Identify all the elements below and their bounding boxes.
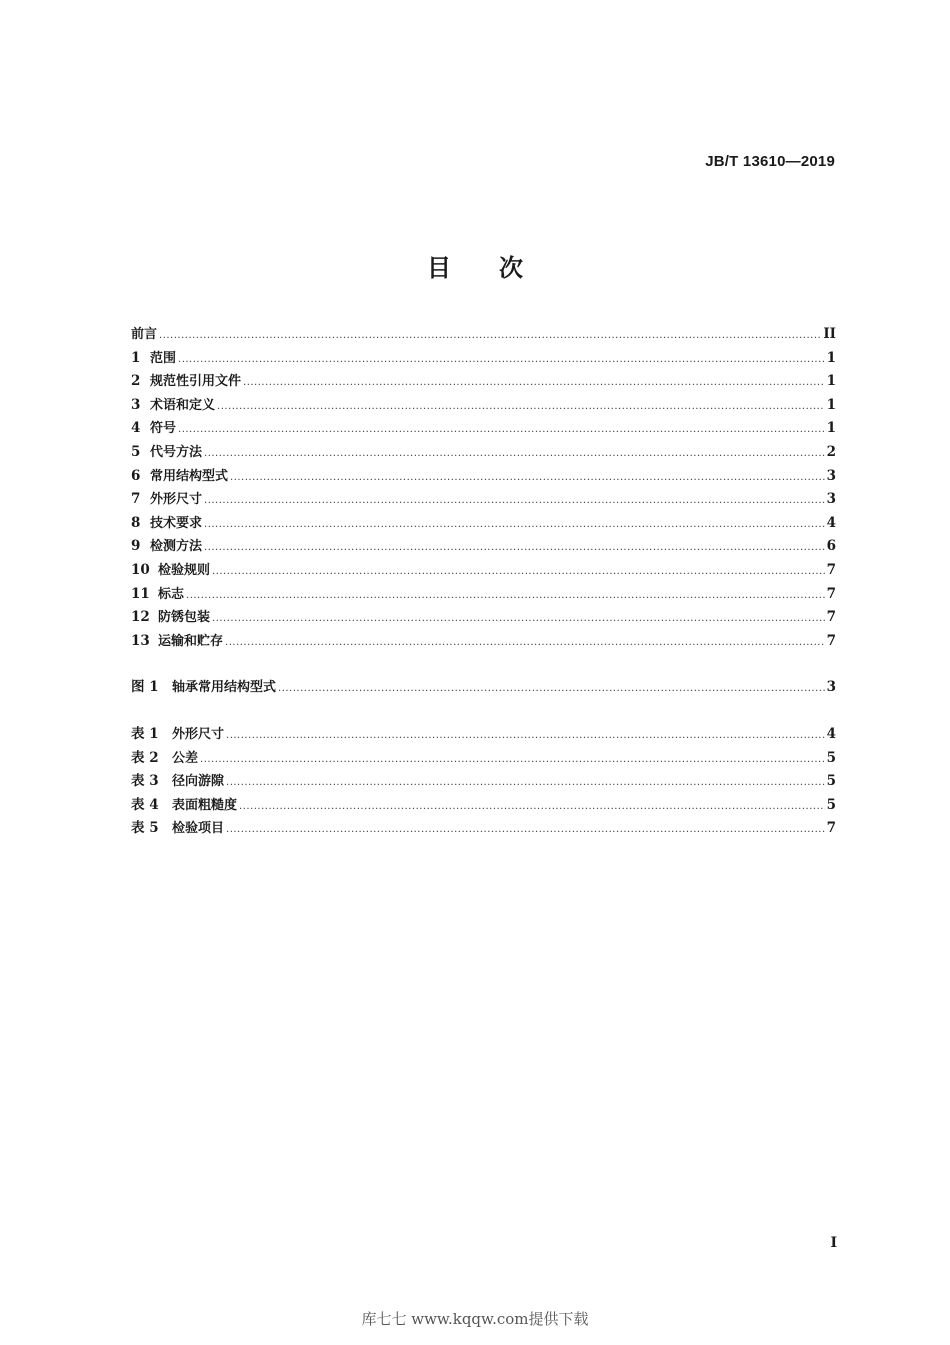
toc-entry[interactable] xyxy=(131,512,836,536)
toc-entry[interactable] xyxy=(131,370,836,394)
toc-entry-label: 检验规则 xyxy=(158,562,211,578)
toc-entry-number: 11 xyxy=(131,585,150,602)
toc-entry-number: 表 2 xyxy=(131,749,159,766)
toc-entry-label: 前言 xyxy=(131,327,158,342)
toc-entry-number: 7 xyxy=(131,491,141,508)
toc-entry-number: 2 xyxy=(131,373,141,390)
toc-entry-page: 1 xyxy=(826,396,836,413)
toc-entry-page: 3 xyxy=(826,491,836,508)
toc-entry-label: 检验项目 xyxy=(172,821,225,837)
toc-leader-dots xyxy=(225,631,825,655)
toc-entry-label: 公差 xyxy=(172,750,199,766)
toc-entry[interactable] xyxy=(131,488,836,512)
toc-leader-dots xyxy=(230,466,825,490)
toc-entry-page: 7 xyxy=(826,820,836,837)
toc-entry-page: 3 xyxy=(826,467,836,484)
toc-entry-number: 13 xyxy=(131,632,150,649)
toc-entry-page: 6 xyxy=(826,538,836,555)
toc-leader-dots xyxy=(204,489,825,513)
toc-entry-number: 6 xyxy=(131,467,141,484)
toc-entry-label: 常用结构型式 xyxy=(150,468,229,484)
toc-title-char-2: 次 xyxy=(499,254,523,282)
toc-entry[interactable] xyxy=(131,583,836,607)
toc-entry-number: 12 xyxy=(131,609,150,626)
toc-entry[interactable] xyxy=(131,630,836,654)
toc-entry-number: 9 xyxy=(131,538,141,555)
toc-tables-list xyxy=(131,723,836,841)
toc-sections-list xyxy=(131,323,836,653)
toc-leader-dots xyxy=(212,607,825,631)
toc-entry-label: 规范性引用文件 xyxy=(150,374,242,390)
toc-leader-dots xyxy=(226,724,825,748)
toc-entry[interactable] xyxy=(131,817,836,841)
toc-entry[interactable] xyxy=(131,676,836,700)
toc-entry-number: 10 xyxy=(131,561,150,578)
toc-entry-number: 5 xyxy=(131,443,141,460)
toc-entry-page: 4 xyxy=(826,726,836,742)
download-footer: 库七七 www.kqqw.com提供下载 xyxy=(361,1310,589,1328)
toc-entry[interactable] xyxy=(131,559,836,583)
toc-entry[interactable] xyxy=(131,394,836,418)
toc-title-char-1: 目 xyxy=(427,254,451,282)
toc-entry[interactable] xyxy=(131,747,836,771)
toc-entry-page: II xyxy=(823,326,836,342)
toc-entry-number: 表 1 xyxy=(131,726,159,742)
toc-entry-label: 符号 xyxy=(150,421,177,437)
toc-entry-label: 表面粗糙度 xyxy=(172,797,238,813)
page-number: I xyxy=(830,1235,837,1251)
toc-entry-number: 表 3 xyxy=(131,773,159,790)
toc-entry-label: 代号方法 xyxy=(150,444,203,460)
toc-leader-dots xyxy=(204,536,825,560)
toc-leader-dots xyxy=(226,771,825,795)
toc-entry[interactable] xyxy=(131,465,836,489)
toc-entry-page: 5 xyxy=(826,796,836,813)
toc-entry-label: 技术要求 xyxy=(150,515,203,531)
toc-entry-number: 图 1 xyxy=(131,679,159,695)
toc-leader-dots xyxy=(159,324,821,348)
toc-leader-dots xyxy=(204,442,825,466)
toc-entry[interactable] xyxy=(131,323,836,347)
toc-entry-number: 表 5 xyxy=(131,820,159,837)
toc-entry-page: 7 xyxy=(826,632,836,649)
toc-entry[interactable] xyxy=(131,347,836,371)
toc-entry-label: 轴承常用结构型式 xyxy=(172,680,277,695)
toc-entry-number: 8 xyxy=(131,514,141,531)
toc-leader-dots xyxy=(239,795,825,819)
toc-entry-page: 1 xyxy=(826,349,836,366)
toc-leader-dots xyxy=(278,677,825,701)
toc-entry[interactable] xyxy=(131,770,836,794)
toc-entry[interactable] xyxy=(131,417,836,441)
toc-entry-page: 2 xyxy=(826,443,836,460)
toc-entry-label: 运输和贮存 xyxy=(158,633,224,649)
toc-entry[interactable] xyxy=(131,606,836,630)
toc-leader-dots xyxy=(212,560,825,584)
document-code: JB/T 13610—2019 xyxy=(705,153,835,170)
toc-entry-label: 防锈包装 xyxy=(158,610,211,626)
toc-entry-number: 表 4 xyxy=(131,796,159,813)
toc-leader-dots xyxy=(243,371,825,395)
toc-leader-dots xyxy=(178,348,825,372)
toc-entry-label: 径向游隙 xyxy=(172,774,225,790)
toc-leader-dots xyxy=(204,513,825,537)
toc-entry-page: 5 xyxy=(826,773,836,790)
toc-entry-number: 4 xyxy=(131,420,141,437)
toc-leader-dots xyxy=(217,395,825,419)
toc-entry-number: 1 xyxy=(131,349,141,366)
toc-entry-label: 术语和定义 xyxy=(150,397,216,413)
toc-entry-page: 1 xyxy=(826,420,836,437)
toc-leader-dots xyxy=(200,748,825,772)
toc-leader-dots xyxy=(226,818,825,842)
toc-entry-label: 范围 xyxy=(150,350,177,366)
toc-entry-label: 检测方法 xyxy=(150,539,203,555)
toc-figures-list xyxy=(131,676,836,700)
toc-entry[interactable] xyxy=(131,535,836,559)
toc-entry-number: 3 xyxy=(131,396,141,413)
toc-entry-label: 外形尺寸 xyxy=(172,727,225,742)
toc-entry-page: 4 xyxy=(826,514,836,531)
toc-entry-page: 5 xyxy=(826,749,836,766)
toc-entry-page: 7 xyxy=(826,561,836,578)
toc-entry[interactable] xyxy=(131,794,836,818)
toc-entry-page: 3 xyxy=(826,679,836,695)
toc-entry-page: 7 xyxy=(826,585,836,602)
toc-entry-label: 标志 xyxy=(158,586,185,602)
toc-entry[interactable] xyxy=(131,441,836,465)
toc-leader-dots xyxy=(186,584,825,608)
toc-title xyxy=(0,248,950,283)
toc-leader-dots xyxy=(178,418,825,442)
toc-entry-page: 7 xyxy=(826,609,836,626)
toc-entry-label: 外形尺寸 xyxy=(150,492,203,508)
toc-entry-page: 1 xyxy=(826,373,836,390)
toc-entry[interactable] xyxy=(131,723,836,747)
